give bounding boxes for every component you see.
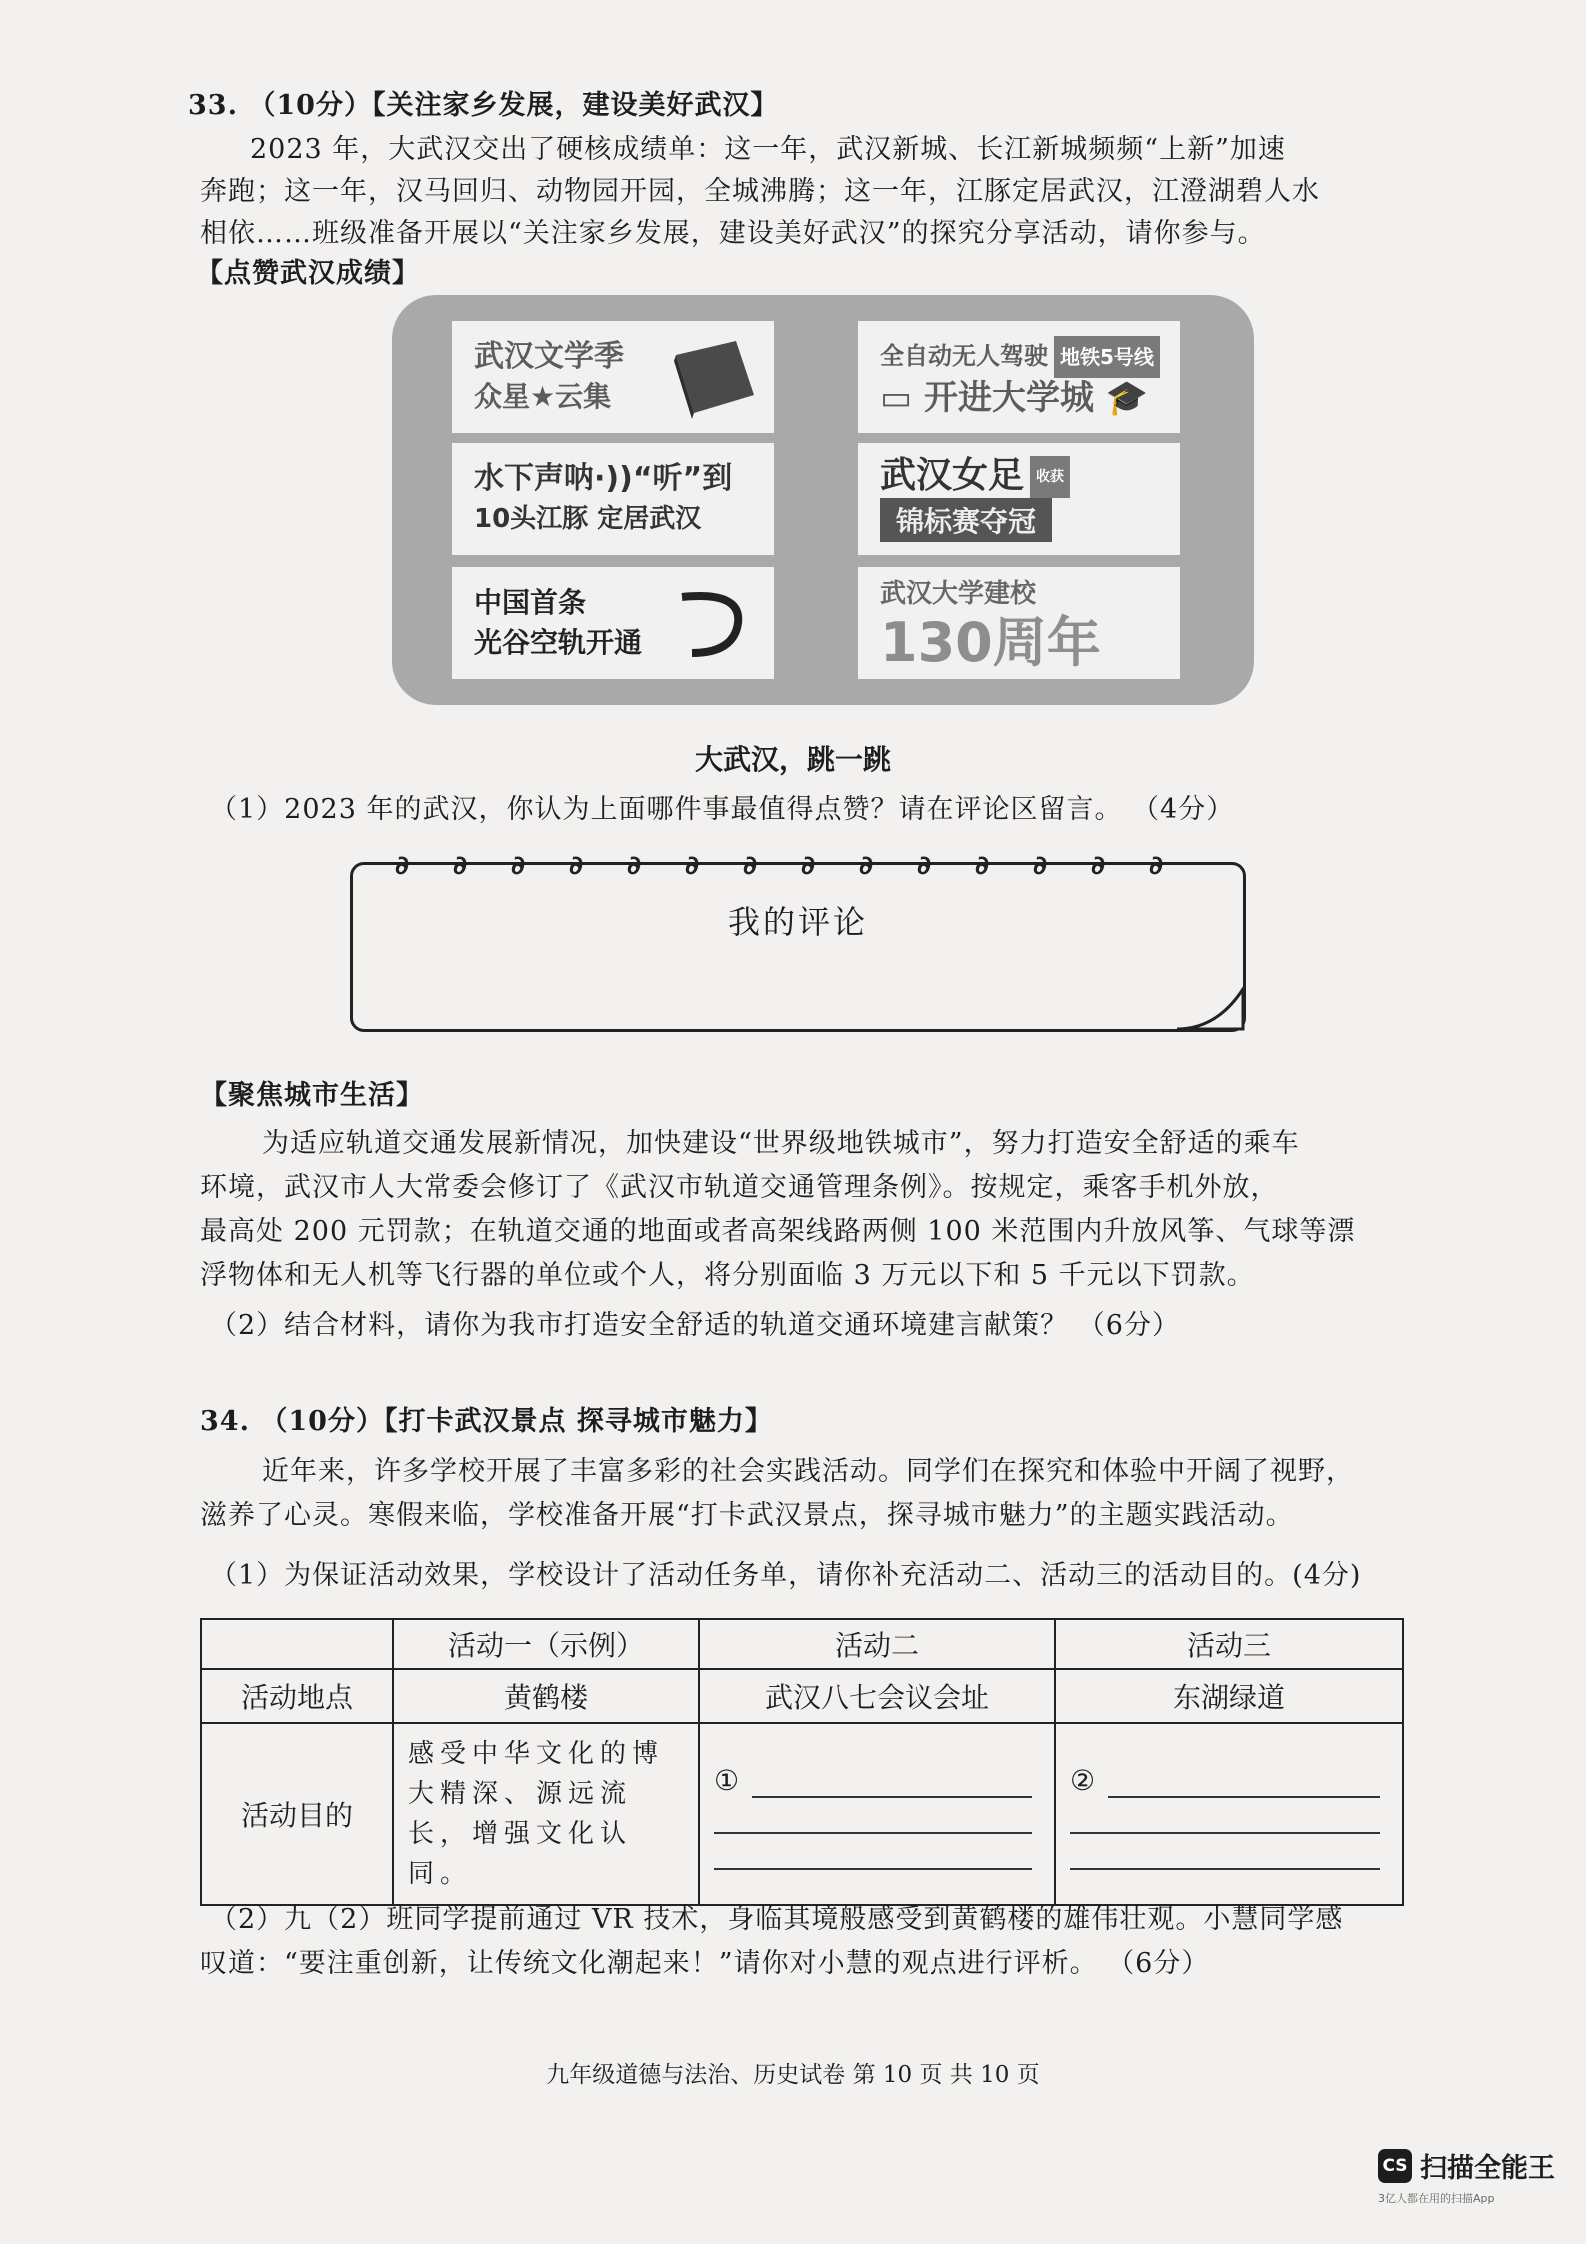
header-activity-2: 活动二: [699, 1619, 1055, 1669]
q33-material-line-1: 为适应轨道交通发展新情况，加快建设“世界级地铁城市”，努力打造安全舒适的乘车: [262, 1128, 1300, 1159]
place-activity-2: 武汉八七会议会址: [699, 1669, 1055, 1723]
ring-icon: ∂: [685, 851, 700, 881]
news-collage: [392, 295, 1254, 705]
q33-intro-line-2: 奔跑；这一年，汉马回归、动物园开园，全城沸腾；这一年，江豚定居武汉，江澄湖碧人水: [200, 176, 1320, 207]
header-activity-3: 活动三: [1055, 1619, 1403, 1669]
ring-icon: ∂: [859, 851, 874, 881]
tile-finless-porpoise: [452, 443, 774, 555]
answer-line: [1108, 1796, 1380, 1798]
metro-line-badge: 地铁5号线: [1054, 336, 1160, 378]
harvest-badge: 收获: [1030, 456, 1070, 498]
metro-icon: ▭: [880, 378, 924, 418]
book-icon: [666, 335, 758, 421]
row-label-purpose: 活动目的: [201, 1723, 393, 1905]
tile-2-line-2: 开进大学城: [923, 378, 1094, 418]
q33-material-line-4: 浮物体和无人机等飞行器的单位或个人，将分别面临 3 万元以下和 5 千元以下罚款。: [200, 1260, 1255, 1291]
answer-line: [714, 1832, 1032, 1834]
question-34-heading: 34. （10分）【打卡武汉景点 探寻城市魅力】: [200, 1406, 773, 1437]
ring-icon: ∂: [1091, 851, 1106, 881]
q34-subquestion-2-line-2: 叹道：“要注重创新，让传统文化潮起来！”请你对小慧的观点进行评析。 （6分）: [200, 1948, 1210, 1979]
answer-blank-1[interactable]: [700, 1754, 1054, 1874]
answer-line: [1070, 1832, 1380, 1834]
ring-icon: ∂: [453, 851, 468, 881]
ring-icon: ∂: [1033, 851, 1048, 881]
answer-line: [1070, 1868, 1380, 1870]
q33-material-line-2: 环境，武汉市人大常委会修订了《武汉市轨道交通管理条例》。按规定，乘客手机外放，: [200, 1172, 1279, 1203]
comment-title: 我的评论: [727, 903, 868, 941]
camscanner-logo-icon: CS: [1378, 2149, 1412, 2183]
ring-icon: ∂: [627, 851, 642, 881]
place-activity-1: 黄鹤楼: [393, 1669, 699, 1723]
purpose-blank-3-cell: [1055, 1723, 1403, 1905]
section-city-life: 【聚焦城市生活】: [200, 1080, 424, 1111]
q33-subquestion-2: （2）结合材料，请你为我市打造安全舒适的轨道交通环境建言献策？ （6分）: [210, 1310, 1180, 1341]
page-curl-icon: [1177, 983, 1247, 1033]
ring-icon: ∂: [743, 851, 758, 881]
q33-intro-line-1: 2023 年，大武汉交出了硬核成绩单：这一年，武汉新城、长江新城频频“上新”加速: [250, 134, 1286, 165]
blank-1-marker: ①: [714, 1764, 740, 1797]
q33-subquestion-1: （1）2023 年的武汉，你认为上面哪件事最值得点赞？请在评论区留言。 （4分）: [210, 794, 1235, 825]
tile-6-line-2: 130周年: [880, 611, 1101, 674]
q34-subquestion-1: （1）为保证活动效果，学校设计了活动任务单，请你补充活动二、活动三的活动目的。(4分): [210, 1560, 1362, 1591]
q34-intro-line-2: 滋养了心灵。寒假来临，学校准备开展“打卡武汉景点，探寻城市魅力”的主题实践活动。: [200, 1500, 1294, 1531]
tile-1-line-2: 众星★云集: [474, 380, 612, 413]
graduation-cap-icon: 🎓: [1093, 378, 1149, 418]
tile-3-line-1: 水下声呐·))“听”到: [474, 461, 733, 496]
header-corner: [201, 1619, 393, 1669]
tile-5-line-2: 光谷空轨开通: [474, 626, 643, 659]
answer-line: [714, 1868, 1032, 1870]
tile-2-line-1: 全自动无人驾驶: [880, 342, 1048, 370]
tile-5-line-1: 中国首条: [474, 586, 587, 619]
table-row-purpose: [201, 1723, 1403, 1905]
scanner-watermark: [1378, 2146, 1555, 2185]
ring-icon: ∂: [1149, 851, 1164, 881]
ring-icon: ∂: [917, 851, 932, 881]
collage-caption: 大武汉，跳一跳: [694, 743, 891, 776]
ring-icon: ∂: [801, 851, 816, 881]
tile-1-line-1: 武汉文学季: [474, 339, 624, 374]
tile-optics-valley-skyrail: [452, 567, 774, 679]
place-activity-3: 东湖绿道: [1055, 1669, 1403, 1723]
comment-box[interactable]: [350, 851, 1246, 1032]
q34-intro-line-1: 近年来，许多学校开展了丰富多彩的社会实践活动。同学们在探究和体验中开阔了视野，: [262, 1456, 1354, 1487]
blank-2-marker: ②: [1070, 1764, 1096, 1797]
tile-metro-line-5: [858, 321, 1180, 433]
section-praise-wuhan: 【点赞武汉成绩】: [196, 258, 420, 289]
tile-4-line-2: 锦标赛夺冠: [880, 498, 1052, 542]
question-33-heading: 33. （10分）【关注家乡发展，建设美好武汉】: [188, 90, 779, 121]
ring-icon: ∂: [975, 851, 990, 881]
answer-line: [752, 1796, 1032, 1798]
tile-literature-season: [452, 321, 774, 433]
tile-6-line-1: 武汉大学建校: [880, 579, 1037, 609]
q34-subquestion-2-line-1: （2）九（2）班同学提前通过 VR 技术，身临其境般感受到黄鹤楼的雄伟壮观。小慧同学感: [210, 1904, 1344, 1935]
activity-task-table: [200, 1618, 1404, 1906]
purpose-blank-2-cell: [699, 1723, 1055, 1905]
tile-3-line-2: 10头江豚 定居武汉: [474, 504, 702, 534]
tile-4-line-1: 武汉女足: [880, 455, 1025, 496]
watermark-app-name: 扫描全能王: [1420, 2153, 1555, 2184]
header-activity-1: 活动一（示例）: [393, 1619, 699, 1669]
tile-womens-football: [858, 443, 1180, 555]
q33-intro-line-3: 相依……班级准备开展以“关注家乡发展，建设美好武汉”的探究分享活动，请你参与。: [200, 218, 1266, 249]
row-label-place: 活动地点: [201, 1669, 393, 1723]
skyrail-icon: [672, 587, 752, 663]
ring-icon: ∂: [511, 851, 526, 881]
watermark-tagline: 3亿人都在用的扫描App: [1378, 2192, 1495, 2205]
page-footer: 九年级道德与法治、历史试卷 第 10 页 共 10 页: [546, 2062, 1040, 2088]
purpose-example: 感受中华文化的博大精深、源远流长，增强文化认同。: [393, 1723, 699, 1905]
answer-blank-2[interactable]: [1056, 1754, 1402, 1874]
ring-icon: ∂: [395, 851, 410, 881]
tile-whu-anniversary: [858, 567, 1180, 679]
q33-material-line-3: 最高处 200 元罚款；在轨道交通的地面或者高架线路两侧 100 米范围内升放风筝、气球等漂: [200, 1216, 1356, 1247]
table-header-row: [201, 1619, 1403, 1669]
ring-icon: ∂: [569, 851, 584, 881]
table-row-place: [201, 1669, 1403, 1723]
